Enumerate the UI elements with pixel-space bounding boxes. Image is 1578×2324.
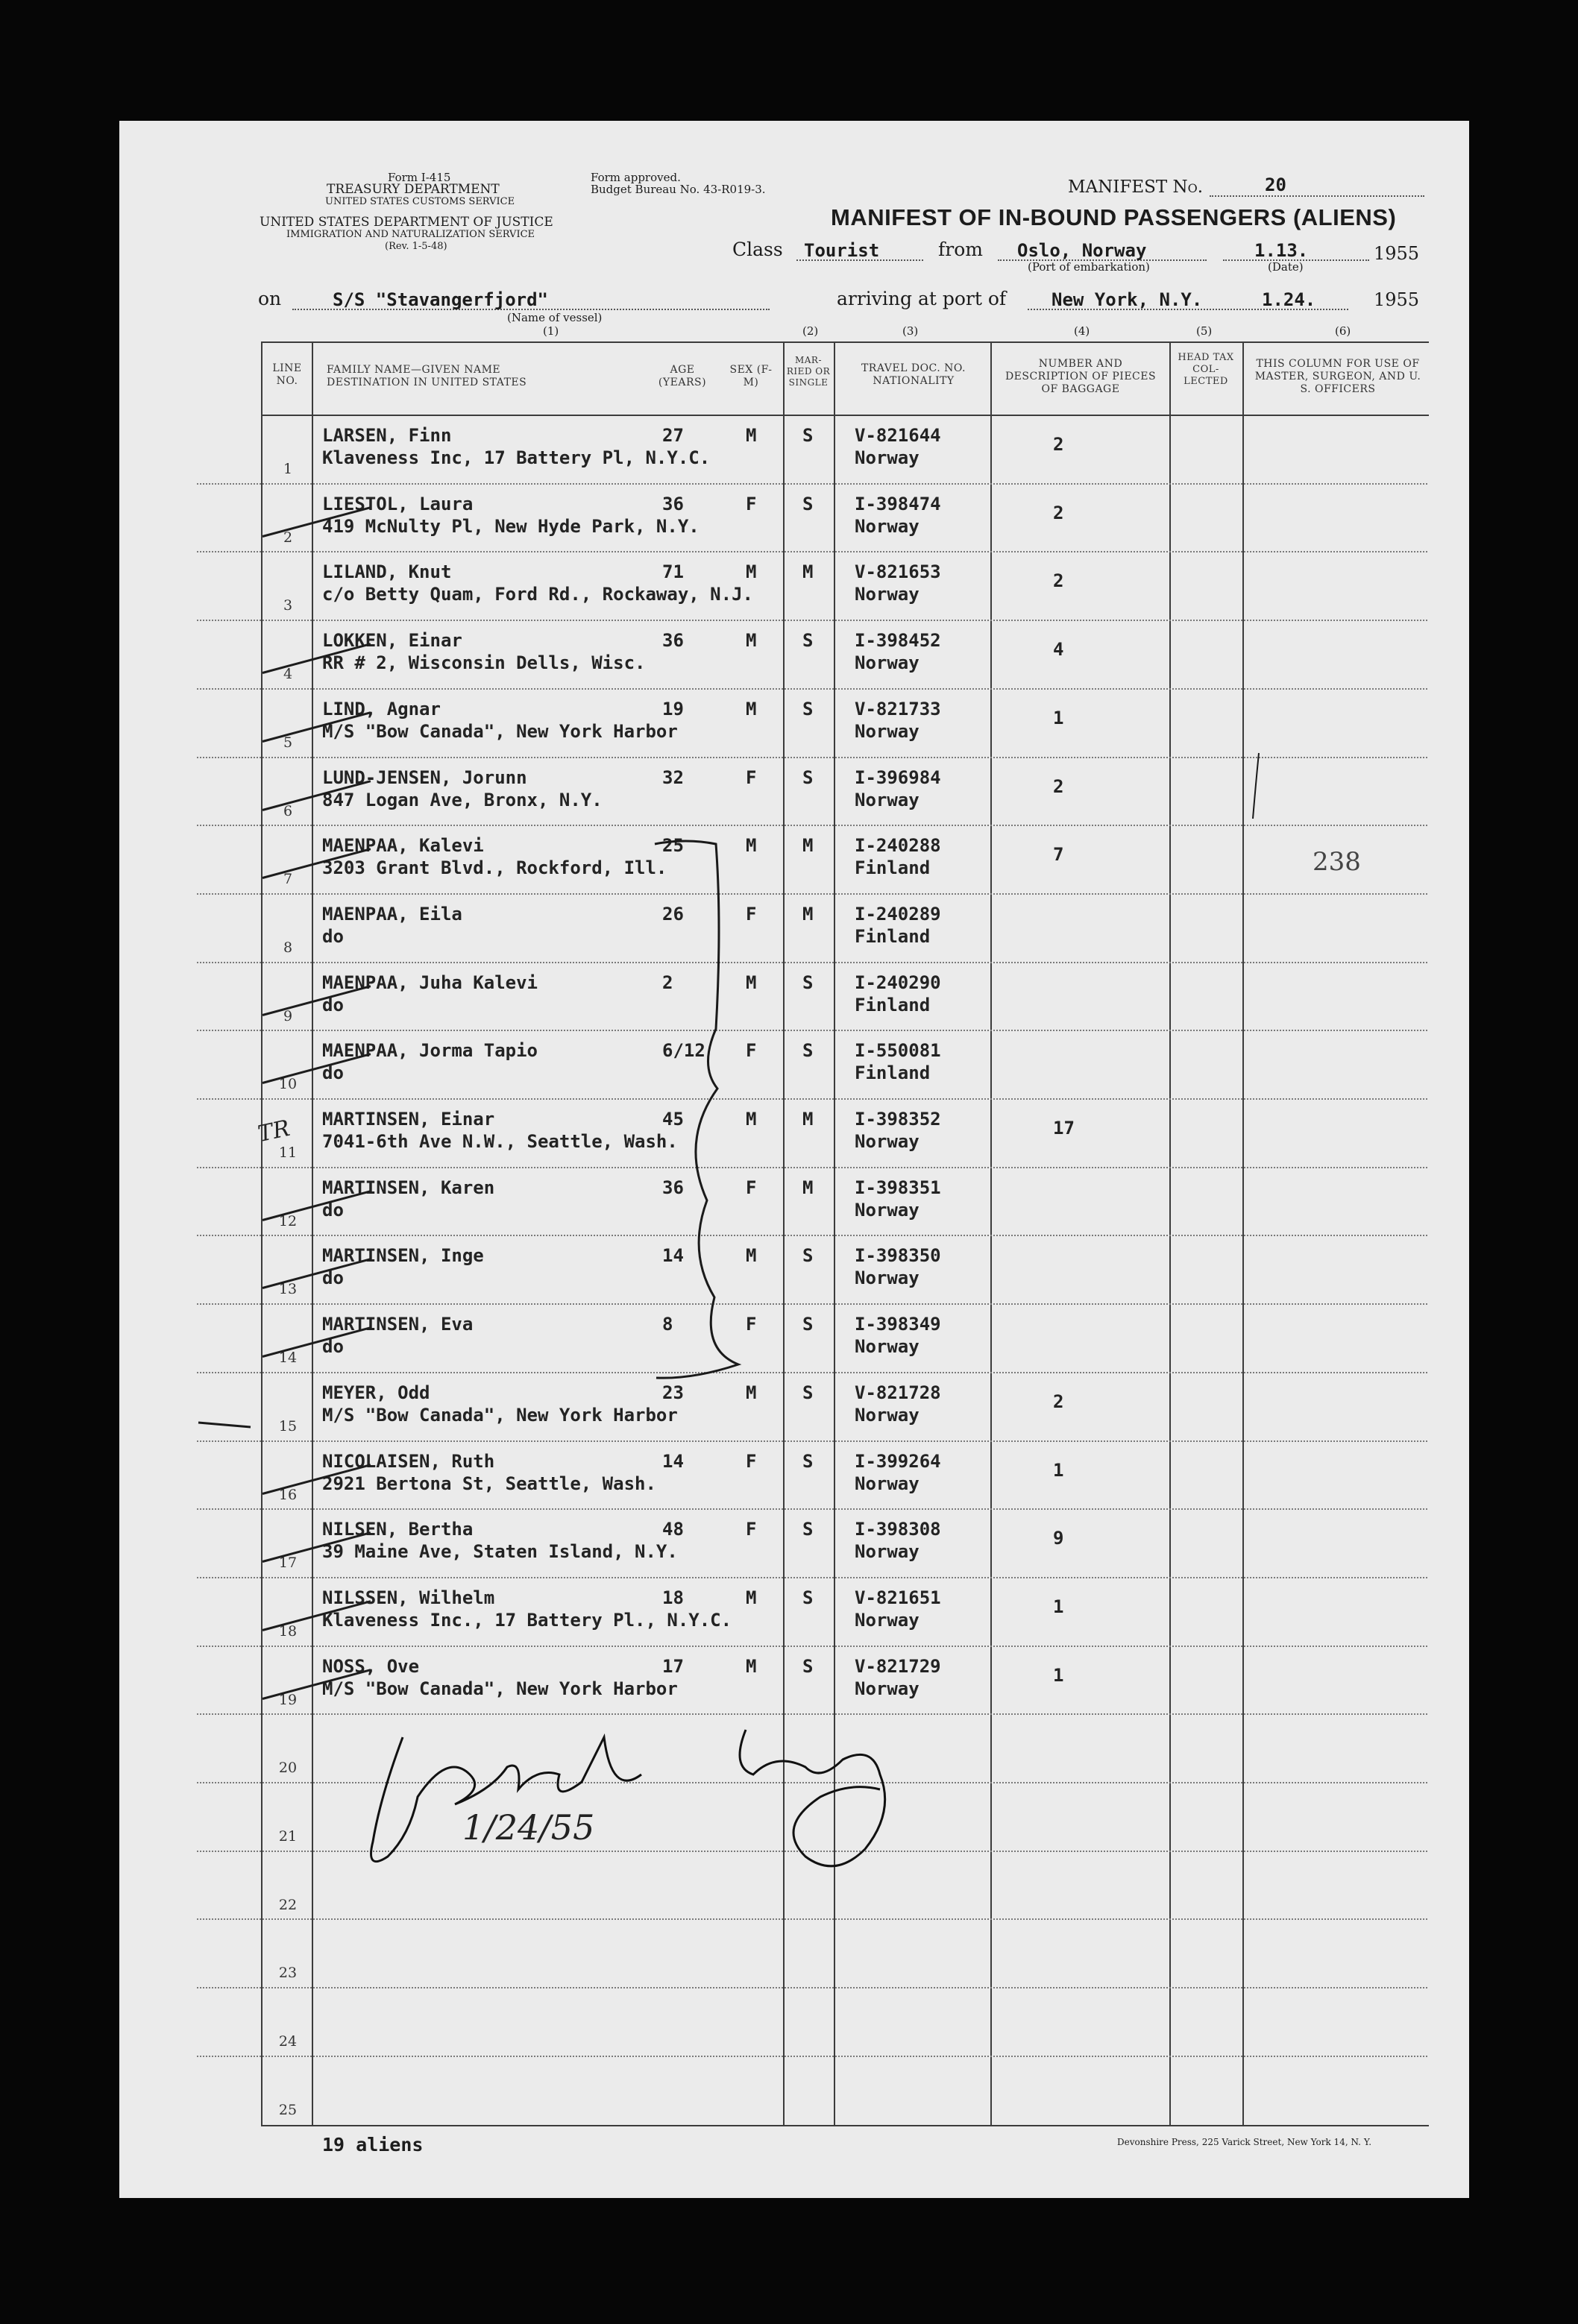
- header-head-tax: HEAD TAX COL-LECTED: [1178, 352, 1234, 387]
- arriving-label: arriving at port of: [837, 288, 1007, 309]
- row-divider: [197, 1987, 1427, 1988]
- passenger-name: MAENPAA, Jorma Tapio: [322, 1040, 538, 1062]
- passenger-sex: M: [746, 1245, 757, 1267]
- line-number: 15: [278, 1417, 298, 1435]
- passenger-destination: M/S "Bow Canada", New York Harbor: [322, 720, 678, 742]
- row-divider: [197, 1303, 1427, 1305]
- arrival-date: 1.24.: [1262, 289, 1316, 310]
- passenger-baggage: 1: [1053, 1664, 1064, 1686]
- passenger-name: MARTINSEN, Einar: [322, 1109, 495, 1130]
- departure-date: 1.13.: [1254, 240, 1309, 261]
- passenger-nationality: Finland: [855, 925, 931, 947]
- passenger-baggage: 2: [1053, 434, 1064, 455]
- passenger-marital: S: [802, 1450, 814, 1472]
- arrival-year: 1955: [1374, 289, 1420, 310]
- passenger-destination: 419 McNulty Pl, New Hyde Park, N.Y.: [322, 515, 700, 537]
- passenger-baggage: 1: [1053, 1596, 1064, 1617]
- passenger-sex: F: [746, 1040, 757, 1062]
- passenger-destination: 3203 Grant Blvd., Rockford, Ill.: [322, 857, 667, 879]
- passenger-destination: c/o Betty Quam, Ford Rd., Rockaway, N.J.: [322, 584, 753, 605]
- form-approved: Form approved.: [591, 171, 681, 184]
- passenger-nationality: Norway: [855, 1199, 920, 1221]
- row-divider: [197, 1098, 1427, 1100]
- passenger-nationality: Norway: [855, 1131, 920, 1152]
- line-number: 3: [283, 597, 293, 614]
- row-divider: [197, 893, 1427, 895]
- passenger-sex: M: [746, 1382, 757, 1403]
- table-left-rule: [261, 341, 263, 2126]
- passenger-age: 32: [662, 766, 684, 788]
- passenger-sex: M: [746, 1587, 757, 1608]
- passenger-marital: S: [802, 1655, 814, 1677]
- passenger-doc: V-821651: [855, 1587, 941, 1608]
- line-number: 14: [278, 1350, 298, 1367]
- header-name: FAMILY NAME—GIVEN NAME DESTINATION IN UNITED STATES: [327, 364, 527, 388]
- passenger-marital: M: [802, 1177, 814, 1198]
- line-number: 10: [278, 1076, 298, 1093]
- passenger-doc: I-240290: [855, 972, 941, 993]
- passenger-destination: do: [322, 1268, 344, 1289]
- passenger-destination: Klaveness Inc, 17 Battery Pl, N.Y.C.: [322, 447, 711, 468]
- passenger-nationality: Norway: [855, 1404, 920, 1426]
- row-divider: [197, 1508, 1427, 1510]
- departure-year: 1955: [1374, 243, 1420, 264]
- line-column-rule: [312, 341, 313, 2126]
- passenger-doc: V-821729: [855, 1655, 941, 1677]
- passenger-doc: I-398351: [855, 1177, 941, 1198]
- passenger-name: NILSEN, Bertha: [322, 1519, 474, 1540]
- row-divider: [197, 962, 1427, 963]
- passenger-baggage: 7: [1053, 844, 1064, 866]
- passenger-age: 26: [662, 903, 684, 925]
- passenger-name: MAENPAA, Kalevi: [322, 835, 484, 857]
- passenger-doc: I-398452: [855, 630, 941, 652]
- passenger-name: MARTINSEN, Eva: [322, 1314, 474, 1335]
- passenger-nationality: Norway: [855, 1541, 920, 1563]
- passenger-destination: do: [322, 1199, 344, 1221]
- column-number: (5): [1196, 324, 1213, 338]
- passenger-nationality: Norway: [855, 1609, 920, 1631]
- passenger-nationality: Norway: [855, 515, 920, 537]
- passenger-doc: V-821653: [855, 561, 941, 583]
- row-divider: [197, 1440, 1427, 1442]
- manifest-number: 20: [1265, 174, 1286, 195]
- passenger-name: LARSEN, Finn: [322, 425, 452, 446]
- passenger-marital: S: [802, 1314, 814, 1335]
- row-divider: [197, 1577, 1427, 1578]
- passenger-age: 19: [662, 698, 684, 719]
- passenger-doc: I-398352: [855, 1109, 941, 1130]
- passenger-sex: M: [746, 561, 757, 583]
- line-number: 13: [278, 1281, 298, 1298]
- passenger-nationality: Norway: [855, 447, 920, 468]
- passenger-nationality: Finland: [855, 1062, 931, 1084]
- passenger-marital: S: [802, 425, 814, 446]
- passenger-baggage: 1: [1053, 1459, 1064, 1481]
- manifest-number-line: [1210, 195, 1424, 197]
- travel-doc-column-rule: [990, 341, 992, 2126]
- passenger-sex: F: [746, 493, 757, 514]
- passenger-doc: I-240289: [855, 903, 941, 925]
- budget-bureau: Budget Bureau No. 43-R019-3.: [591, 183, 766, 196]
- line-number: 7: [283, 871, 293, 888]
- passenger-marital: S: [802, 493, 814, 514]
- passenger-age: 36: [662, 1177, 684, 1198]
- column-number: (4): [1074, 324, 1090, 338]
- line-number: 19: [278, 1691, 298, 1708]
- passenger-baggage: 2: [1053, 570, 1064, 592]
- margin-initials: TR: [255, 1115, 292, 1148]
- ins: IMMIGRATION AND NATURALIZATION SERVICE: [286, 229, 535, 240]
- passenger-baggage: 2: [1053, 1391, 1064, 1412]
- passenger-age: 18: [662, 1587, 684, 1608]
- passenger-doc: I-396984: [855, 766, 941, 788]
- passenger-name: LOKKEN, Einar: [322, 630, 462, 652]
- line-number: 12: [278, 1212, 298, 1229]
- passenger-marital: S: [802, 1040, 814, 1062]
- passenger-marital: S: [802, 1587, 814, 1608]
- passenger-age: 17: [662, 1655, 684, 1677]
- column-number: (3): [902, 324, 919, 338]
- passenger-baggage: 2: [1053, 775, 1064, 797]
- passenger-marital: S: [802, 630, 814, 652]
- passenger-marital: M: [802, 835, 814, 857]
- class-label: Class: [732, 239, 783, 260]
- passenger-destination: M/S "Bow Canada", New York Harbor: [322, 1404, 678, 1426]
- passenger-age: 23: [662, 1382, 684, 1403]
- header-travel-doc: TRAVEL DOC. NO. NATIONALITY: [861, 362, 966, 387]
- passenger-marital: S: [802, 766, 814, 788]
- line-number: 21: [278, 1828, 298, 1845]
- passenger-age: 2: [662, 972, 673, 993]
- passenger-nationality: Norway: [855, 789, 920, 810]
- passenger-marital: S: [802, 1245, 814, 1267]
- passenger-marital: S: [802, 1519, 814, 1540]
- passenger-destination: 39 Maine Ave, Staten Island, N.Y.: [322, 1541, 678, 1563]
- passenger-name: MARTINSEN, Karen: [322, 1177, 495, 1198]
- passenger-baggage: 4: [1053, 639, 1064, 661]
- line-number: 11: [278, 1144, 298, 1161]
- row-divider: [197, 1030, 1427, 1031]
- passenger-name: LILAND, Knut: [322, 561, 452, 583]
- form-number: Form I-415: [388, 171, 451, 184]
- passenger-sex: M: [746, 1655, 757, 1677]
- table-top-rule: [261, 341, 1429, 343]
- printer-imprint: Devonshire Press, 225 Varick Street, New York 14, N. Y.: [1117, 2137, 1372, 2147]
- passenger-nationality: Norway: [855, 1473, 920, 1494]
- line-number: 25: [278, 2101, 298, 2118]
- passenger-age: 45: [662, 1109, 684, 1130]
- row-divider: [197, 825, 1427, 826]
- passenger-sex: F: [746, 766, 757, 788]
- column-number: (6): [1335, 324, 1351, 338]
- header-sex: SEX (F-M): [729, 364, 773, 388]
- passenger-sex: M: [746, 630, 757, 652]
- officer-number: 238: [1313, 847, 1361, 877]
- line-number: 24: [278, 2033, 298, 2050]
- row-divider: [197, 551, 1427, 552]
- passenger-marital: M: [802, 561, 814, 583]
- passenger-destination: 847 Logan Ave, Bronx, N.Y.: [322, 789, 603, 810]
- passenger-name: NICOLAISEN, Ruth: [322, 1450, 495, 1472]
- alien-count: 19 aliens: [322, 2134, 424, 2155]
- passenger-marital: M: [802, 1109, 814, 1130]
- passenger-nationality: Norway: [855, 1678, 920, 1699]
- header-age: AGE (YEARS): [658, 364, 707, 388]
- passenger-nationality: Norway: [855, 1268, 920, 1289]
- passenger-age: 71: [662, 561, 684, 583]
- passenger-name: MAENPAA, Juha Kalevi: [322, 972, 538, 993]
- header-married: MAR-RIED OR SINGLE: [786, 355, 831, 388]
- row-divider: [197, 483, 1427, 485]
- treasury-department: TREASURY DEPARTMENT: [327, 182, 500, 197]
- header-line-no: LINE NO.: [272, 362, 302, 387]
- passenger-sex: M: [746, 835, 757, 857]
- passenger-age: 25: [662, 835, 684, 857]
- passenger-doc: I-398349: [855, 1314, 941, 1335]
- department-of-justice: UNITED STATES DEPARTMENT OF JUSTICE: [260, 215, 553, 230]
- passenger-doc: I-398350: [855, 1245, 941, 1267]
- passenger-sex: F: [746, 1177, 757, 1198]
- line-number: 18: [278, 1622, 298, 1640]
- header-officers: THIS COLUMN FOR USE OF MASTER, SURGEON, AND U. S. OFFICERS: [1254, 358, 1421, 395]
- passenger-name: MEYER, Odd: [322, 1382, 430, 1403]
- line-number: 4: [283, 666, 293, 683]
- passenger-doc: I-550081: [855, 1040, 941, 1062]
- passenger-sex: M: [746, 1109, 757, 1130]
- passenger-baggage: 17: [1053, 1118, 1075, 1139]
- passenger-sex: F: [746, 1519, 757, 1540]
- table-bottom-rule: [261, 2125, 1429, 2126]
- passenger-name: NOSS, Ove: [322, 1655, 420, 1677]
- column-number: (1): [543, 324, 559, 338]
- passenger-destination: do: [322, 994, 344, 1015]
- vessel-name: S/S "Stavangerfjord": [333, 289, 548, 310]
- passenger-destination: M/S "Bow Canada", New York Harbor: [322, 1678, 678, 1699]
- line-number: 2: [283, 529, 293, 546]
- port-of-arrival: New York, N.Y.: [1052, 289, 1203, 310]
- passenger-destination: do: [322, 925, 344, 947]
- passenger-doc: V-821728: [855, 1382, 941, 1403]
- line-number: 9: [283, 1007, 293, 1024]
- passenger-name: NILSSEN, Wilhelm: [322, 1587, 495, 1608]
- passenger-name: MARTINSEN, Inge: [322, 1245, 484, 1267]
- passenger-age: 36: [662, 493, 684, 514]
- passenger-name: MAENPAA, Eila: [322, 903, 462, 925]
- passenger-marital: S: [802, 972, 814, 993]
- passenger-destination: 7041-6th Ave N.W., Seattle, Wash.: [322, 1131, 678, 1152]
- line-number: 23: [278, 1965, 298, 1982]
- passenger-destination: do: [322, 1062, 344, 1084]
- passenger-age: 27: [662, 425, 684, 446]
- passenger-sex: M: [746, 425, 757, 446]
- passenger-age: 36: [662, 630, 684, 652]
- on-label: on: [258, 288, 282, 309]
- passenger-sex: F: [746, 1450, 757, 1472]
- passenger-sex: F: [746, 903, 757, 925]
- passenger-baggage: 1: [1053, 707, 1064, 728]
- signature-date: 1/24/55: [462, 1807, 595, 1848]
- baggage-column-rule: [1169, 341, 1171, 2126]
- passenger-age: 14: [662, 1245, 684, 1267]
- passenger-name: LIND, Agnar: [322, 698, 441, 719]
- vessel-caption: (Name of vessel): [507, 311, 603, 324]
- passenger-sex: M: [746, 698, 757, 719]
- passenger-nationality: Finland: [855, 994, 931, 1015]
- passenger-nationality: Finland: [855, 857, 931, 879]
- line-number: 8: [283, 939, 293, 956]
- passenger-doc: I-398308: [855, 1519, 941, 1540]
- passenger-name: LIESTOL, Laura: [322, 493, 474, 514]
- passenger-baggage: 2: [1053, 502, 1064, 523]
- header-bottom-rule: [261, 415, 1429, 416]
- passenger-age: 6/12: [662, 1040, 705, 1062]
- port-of-embarkation-caption: (Port of embarkation): [1028, 260, 1150, 274]
- row-divider: [197, 1918, 1427, 1920]
- passenger-destination: Klaveness Inc., 17 Battery Pl., N.Y.C.: [322, 1609, 732, 1631]
- passenger-nationality: Norway: [855, 652, 920, 674]
- line-number: 1: [283, 461, 293, 477]
- passenger-doc: V-821644: [855, 425, 941, 446]
- officer-signature: [358, 1707, 955, 1901]
- passenger-doc: I-399264: [855, 1450, 941, 1472]
- line-number: 16: [278, 1486, 298, 1503]
- from-label: from: [938, 239, 983, 260]
- date-caption: (Date): [1268, 260, 1304, 274]
- passenger-age: 8: [662, 1314, 673, 1335]
- passenger-age: 48: [662, 1519, 684, 1540]
- port-of-embarkation: Oslo, Norway: [1017, 240, 1147, 261]
- passenger-nationality: Norway: [855, 584, 920, 605]
- passenger-doc: I-398474: [855, 493, 941, 514]
- customs-service: UNITED STATES CUSTOMS SERVICE: [325, 196, 515, 207]
- passenger-destination: do: [322, 1336, 344, 1358]
- passenger-doc: V-821733: [855, 698, 941, 719]
- line-number: 20: [278, 1760, 298, 1777]
- passenger-marital: M: [802, 903, 814, 925]
- passenger-marital: S: [802, 1382, 814, 1403]
- header-baggage: NUMBER AND DESCRIPTION OF PIECES OF BAGGAGE: [1005, 358, 1157, 395]
- passenger-destination: 2921 Bertona St, Seattle, Wash.: [322, 1473, 656, 1494]
- line-number: 17: [278, 1555, 298, 1572]
- passenger-baggage: 9: [1053, 1528, 1064, 1549]
- passenger-destination: RR # 2, Wisconsin Dells, Wisc.: [322, 652, 646, 674]
- passenger-marital: S: [802, 698, 814, 719]
- column-number: (2): [802, 324, 819, 338]
- passenger-nationality: Norway: [855, 720, 920, 742]
- line-number: 6: [283, 802, 293, 819]
- class-value: Tourist: [804, 240, 880, 261]
- passenger-sex: M: [746, 972, 757, 993]
- manifest-title: MANIFEST OF IN-BOUND PASSENGERS (ALIENS): [831, 204, 1397, 230]
- passenger-nationality: Norway: [855, 1336, 920, 1358]
- row-divider: [197, 2056, 1427, 2057]
- row-divider: [197, 688, 1427, 690]
- manifest-number-label: MANIFEST No.: [1068, 177, 1204, 197]
- line-number: 22: [278, 1896, 298, 1913]
- passenger-name: LUND-JENSEN, Jorunn: [322, 766, 527, 788]
- line-number: 5: [283, 734, 293, 751]
- row-divider: [197, 1235, 1427, 1236]
- revision: (Rev. 1-5-48): [385, 241, 447, 252]
- passenger-sex: F: [746, 1314, 757, 1335]
- head-tax-column-rule: [1242, 341, 1244, 2126]
- passenger-age: 14: [662, 1450, 684, 1472]
- passenger-doc: I-240288: [855, 835, 941, 857]
- row-divider: [197, 620, 1427, 621]
- row-divider: [197, 1167, 1427, 1168]
- row-divider: [197, 1646, 1427, 1647]
- row-divider: [197, 1372, 1427, 1373]
- row-divider: [197, 757, 1427, 758]
